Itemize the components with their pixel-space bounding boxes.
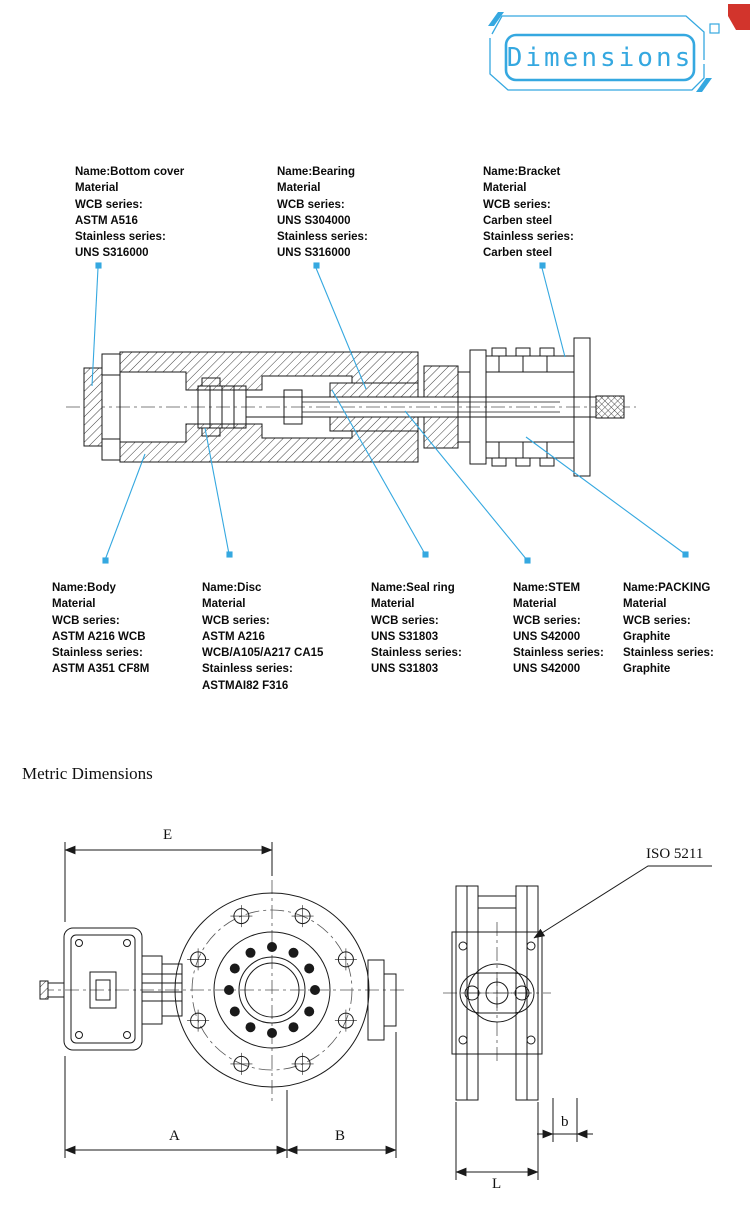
front-view-drawing [40,880,408,1102]
accent-square-icon [710,24,719,33]
iso5211-leader [534,866,712,938]
callout-line: Stainless series: [202,663,293,676]
callout-line: Material [483,182,527,195]
callout-line: UNS S304000 [277,214,351,227]
callout-line: Stainless series: [52,647,143,660]
callout-line: Material [75,182,119,195]
callout-line: WCB series: [483,198,551,211]
callout-line: WCB series: [371,614,439,627]
callout-line: Name:Bottom cover [75,166,185,178]
callout-line: Graphite [623,630,671,643]
dim-label-B: B [335,1128,346,1144]
metric-dimensions-title: Metric Dimensions [22,764,153,783]
callout-line: Material [277,182,321,195]
callout-line: Stainless series: [75,231,166,244]
accent-parallelogram-icon [488,12,504,26]
callout-line: WCB series: [52,614,120,627]
callout-line: Stainless series: [483,231,574,244]
callout-line: Stainless series: [623,647,714,660]
callout-line: ASTM A516 [75,214,138,227]
callout-line: WCB series: [623,614,691,627]
part-callout-body [52,580,149,678]
callout-line: Name:Disc [202,582,262,594]
part-callout-bearing [277,164,368,262]
callout-line: Carben steel [483,247,553,260]
callout-line: Stainless series: [371,647,462,660]
part-callout-seal-ring [371,580,462,678]
callout-line: UNS S316000 [75,247,149,260]
red-corner-accent [728,4,750,30]
part-callout-bracket [483,164,574,262]
callout-line: ASTM A351 CF8M [52,663,150,676]
callout-line: WCB/A105/A217 CA15 [202,647,324,660]
callout-line: Stainless series: [277,231,368,244]
callout-line: Graphite [623,663,671,676]
dim-label-E: E [163,827,173,843]
callout-line: Name:Bearing [277,166,355,178]
iso5211-pad [460,964,534,1022]
callout-line: WCB series: [277,198,345,211]
callout-line: ASTMAI82 F316 [202,679,289,692]
dim-label-b: b [561,1114,569,1130]
callout-line: Stainless series: [513,647,604,660]
callout-line: UNS S42000 [513,630,581,643]
callout-line: Material [202,598,246,611]
callout-line: Carben steel [483,214,553,227]
accent-parallelogram-icon [696,78,712,92]
callout-line: Name:Bracket [483,166,561,178]
callout-line: UNS S31803 [371,630,439,643]
callout-line: Material [52,598,96,611]
callout-line: UNS S31803 [371,663,439,676]
callout-line: UNS S42000 [513,663,581,676]
callout-line: Material [513,598,557,611]
callout-line: Material [623,598,667,611]
callout-line: Name:Body [52,582,116,594]
part-callout-bottom-cover [75,164,184,262]
dim-label-L: L [492,1176,502,1192]
part-callout-packing [623,580,714,678]
callout-line: Name:PACKING [623,582,711,594]
callout-line: Name:Seal ring [371,582,455,594]
callout-line: WCB series: [513,614,581,627]
callout-line: Material [371,598,415,611]
dim-label-A: A [169,1128,180,1144]
callout-line: ASTM A216 WCB [52,630,146,643]
dimension-lines [65,842,593,1180]
callout-line: WCB series: [202,614,270,627]
callout-line: UNS S316000 [277,247,351,260]
page-title: Dimensions [506,43,694,73]
iso5211-label: ISO 5211 [646,846,704,862]
side-view-drawing [443,866,712,1100]
part-callout-stem [513,580,604,678]
part-callout-disc [202,580,323,694]
callout-line: ASTM A216 [202,630,265,643]
actuator-box [40,928,182,1050]
callout-line: Name:STEM [513,582,581,594]
callout-line: WCB series: [75,198,143,211]
